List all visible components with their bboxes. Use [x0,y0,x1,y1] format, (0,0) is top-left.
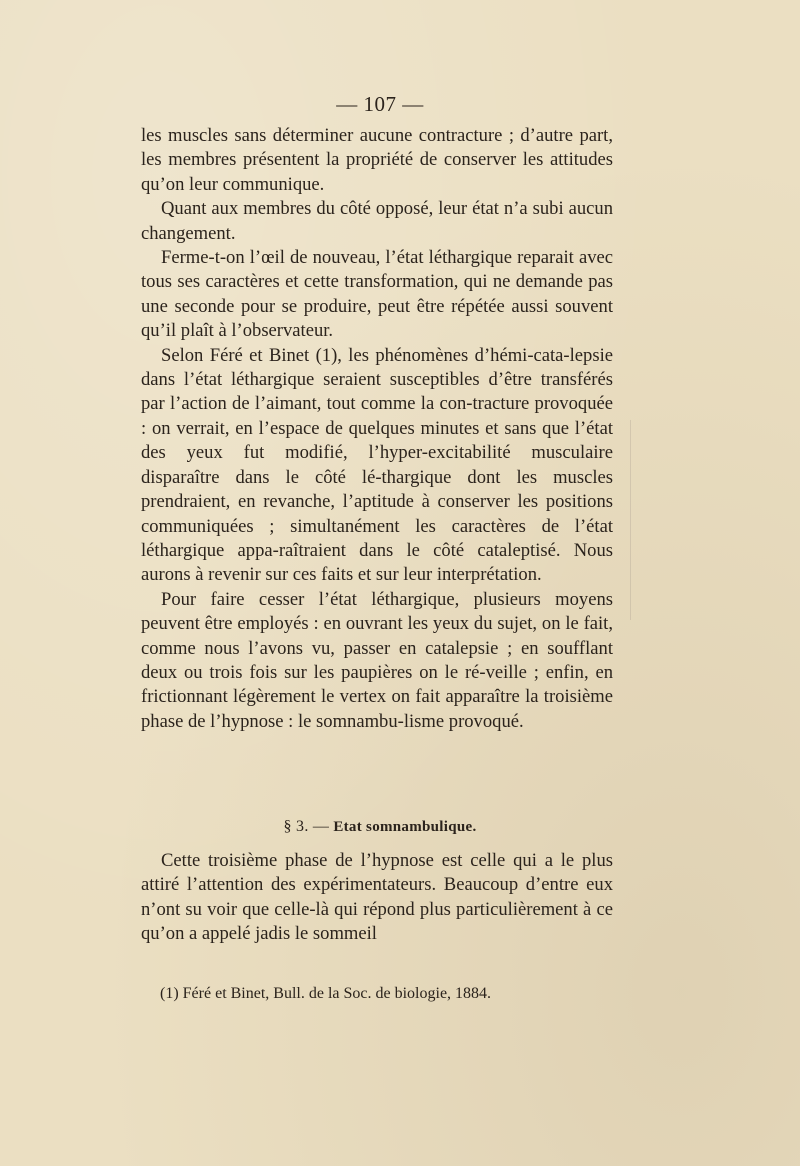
footnote: (1) Féré et Binet, Bull. de la Soc. de biologie, 1884. [160,985,492,1002]
paragraph: Ferme-t-on l’œil de nouveau, l’état léthargique reparait avec tous ses caractères et cette transformation, qui ne demande pas une seconde pour se produire, peut être répétée aussi souvent qu’il plaît à l’observateur. [141,247,613,342]
paragraph: Cette troisième phase de l’hypnose est celle qui a le plus attiré l’attention des expérimentateurs. Beaucoup d’entre eux n’ont su voir que celle-là qui répond plus particulièrement à ce qu’on a appelé jadis le sommeil [141,850,613,945]
section-title: Etat somnambulique. [333,819,477,835]
paragraph: Selon Féré et Binet (1), les phénomènes d’hémi-cata-lepsie dans l’état léthargique seraient susceptibles d’être transférés par l’action de l’aimant, tout comme la con-tracture provoquée : on verrait, en l’espace de quelques minutes et sans que l’état des yeux fut modifié, l’hyper-excitabilité musculaire disparaître dans le côté lé-thargique dont les muscles prendraient, en revanche, l’aptitude à conserver les positions communiquées ; simultanément les caractères de l’état léthargique appa-raîtraient dans le côté cataleptisé. Nous aurons à revenir sur ces faits et sur leur interprétation. [141,344,613,586]
paragraph-continuation: les muscles sans déterminer aucune contracture ; d’autre part, les membres présentent la propriété de conserver les attitudes qu’on leur communique. [141,125,613,195]
section-heading [0,818,760,836]
main-text [141,124,613,734]
page-number: — 107 — [336,92,424,116]
section-text [141,849,613,947]
section-number: § 3. — [283,818,330,835]
paragraph: Quant aux membres du côté opposé, leur état n’a subi aucun changement. [141,198,613,244]
paragraph: Pour faire cesser l’état léthargique, plusieurs moyens peuvent être employés : en ouvrant les yeux du sujet, on le fait, comme nous l’avons vu, passer en catalepsie ; en soufflant deux ou trois fois sur les paupières on le ré-veille ; enfin, en frictionnant légèrement le vertex on fait apparaître la troisième phase de l’hypnose : le somnambu-lisme provoqué. [141,588,613,732]
